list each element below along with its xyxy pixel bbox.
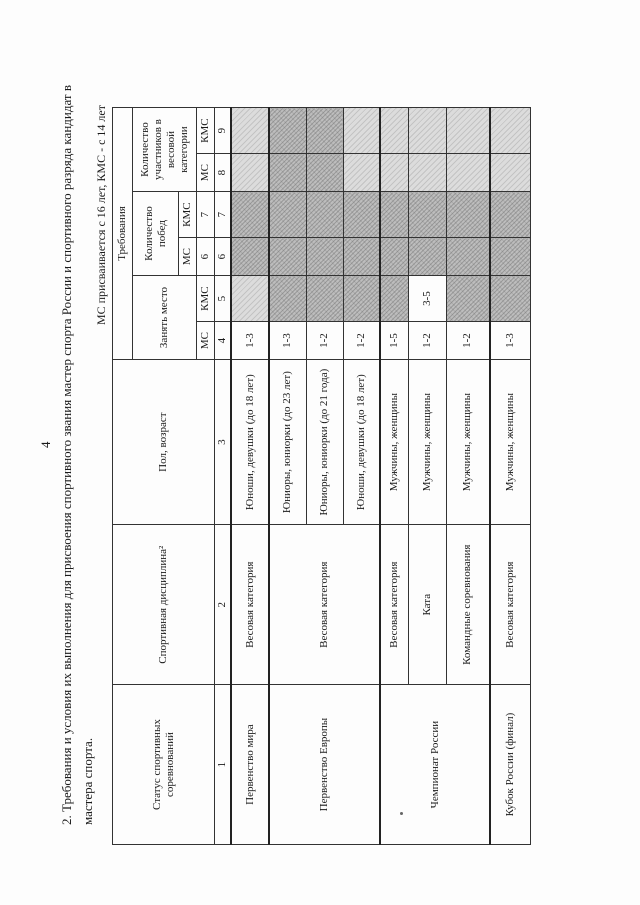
row-wins-ms [408,238,446,276]
page-number: 4 [38,441,53,448]
header-wins-ms: МС [179,238,197,276]
header-place-ms: МС [197,322,215,360]
colnum-1: 1 [215,685,232,845]
row-wins-ms [343,238,380,276]
row-kms-place [446,276,490,322]
row-wins-ms [269,238,306,276]
row-wins-kms [490,192,530,238]
header-take-place: Занять место [133,276,197,360]
row-ms-place: 1-2 [446,322,490,360]
row-status: Кубок России (финал) [490,685,530,845]
header-wins-col6: 6 [197,238,215,276]
row-part-kms [490,108,530,154]
row-status: Первенство мира [231,685,269,845]
row-discipline: Весовая категория [490,525,530,685]
row-gender: Мужчины, женщины [490,360,530,525]
row-wins-kms [380,192,408,238]
row-part-ms [343,154,380,192]
row-gender: Юниоры, юниорки (до 23 лет) [269,360,306,525]
row-part-kms [343,108,380,154]
row-wins-kms [446,192,490,238]
row-ms-place: 1-2 [343,322,380,360]
section-heading: 2. Требования и условия их выполнения для присвоения спортивного звания мастер спорта России и спортивного разряда кандидат в мастера спорта. [59,85,95,825]
row-part-kms [446,108,490,154]
row-part-ms [408,154,446,192]
row-kms-place [490,276,530,322]
row-wins-ms [380,238,408,276]
row-gender: Юноши, девушки (до 18 лет) [343,360,380,525]
colnum-5: 5 [215,276,232,322]
row-wins-kms [408,192,446,238]
row-discipline: Командные соревнования [446,525,490,685]
row-gender: Мужчины, женщины [408,360,446,525]
row-kms-place [269,276,306,322]
row-part-kms [408,108,446,154]
row-discipline: Весовая категория [380,525,408,685]
colnum-9: 9 [215,108,232,154]
row-gender: Юноши, девушки (до 18 лет) [231,360,269,525]
row-wins-kms [306,192,343,238]
scan-speck [400,812,403,815]
age-note: МС присваивается с 16 лет, КМС - с 14 лет [94,105,108,326]
row-ms-place: 1-3 [231,322,269,360]
header-discipline: Спортивная дисциплина² [113,525,215,685]
row-kms-place [306,276,343,322]
requirements-table [112,107,531,845]
row-discipline: Весовая категория [231,525,269,685]
header-wins: Количество побед [133,192,179,276]
colnum-2: 2 [215,525,232,685]
row-wins-ms [231,238,269,276]
colnum-7: 7 [215,192,232,238]
row-wins-kms [231,192,269,238]
table-row [490,108,530,845]
row-status: Чемпионат России [380,685,490,845]
row-gender: Мужчины, женщины [380,360,408,525]
header-gender-age: Пол, возраст [113,360,215,525]
table-row [231,108,269,845]
row-ms-place: 1-2 [408,322,446,360]
row-wins-ms [490,238,530,276]
row-part-ms [306,154,343,192]
row-wins-kms [269,192,306,238]
row-discipline: Весовая категория [269,525,380,685]
row-wins-kms [343,192,380,238]
row-wins-ms [306,238,343,276]
row-kms-place [380,276,408,322]
header-place-kms: КМС [197,276,215,322]
row-part-kms [306,108,343,154]
row-part-ms [490,154,530,192]
table-row [269,108,306,845]
row-gender: Мужчины, женщины [446,360,490,525]
header-requirements: Требования [113,108,133,360]
row-part-ms [380,154,408,192]
row-ms-place: 1-3 [490,322,530,360]
row-part-ms [269,154,306,192]
header-part-ms: МС [197,154,215,192]
rotated-page-content [56,45,616,845]
header-participants: Количество участников в весовой категории [133,108,197,192]
header-wins-col7: 7 [197,192,215,238]
colnum-4: 4 [215,322,232,360]
row-gender: Юниоры, юниорки (до 21 года) [306,360,343,525]
row-ms-place: 1-2 [306,322,343,360]
table-row [380,108,408,845]
header-part-kms: КМС [197,108,215,154]
colnum-8: 8 [215,154,232,192]
colnum-6: 6 [215,238,232,276]
row-discipline: Ката [408,525,446,685]
header-status: Статус спортивных соревнований [113,685,215,845]
row-part-kms [231,108,269,154]
header-row-1 [113,108,133,845]
colnum-3: 3 [215,360,232,525]
row-kms-place [343,276,380,322]
column-numbers-row [215,108,232,845]
row-part-kms [380,108,408,154]
row-kms-place: 3-5 [408,276,446,322]
row-wins-ms [446,238,490,276]
header-wins-kms: КМС [179,192,197,238]
row-status: Первенство Европы [269,685,380,845]
row-part-kms [269,108,306,154]
row-ms-place: 1-5 [380,322,408,360]
row-part-ms [231,154,269,192]
row-ms-place: 1-3 [269,322,306,360]
row-part-ms [446,154,490,192]
row-kms-place [231,276,269,322]
